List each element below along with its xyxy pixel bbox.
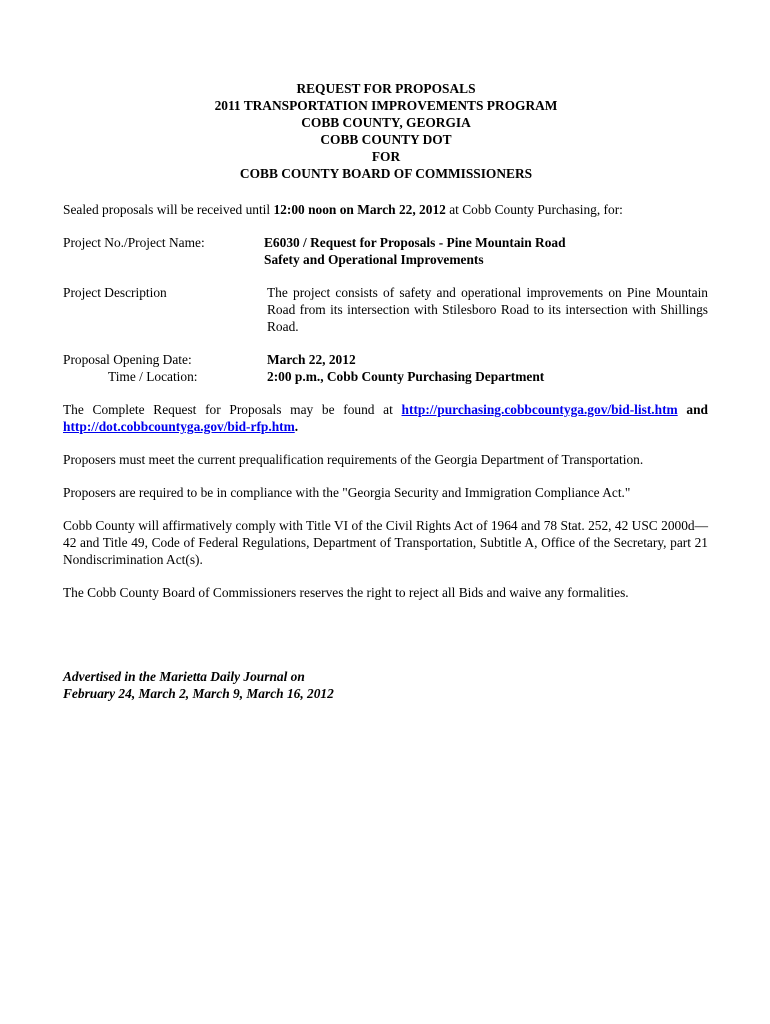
project-name-line2: Safety and Operational Improvements xyxy=(264,252,484,267)
reserve-rights-paragraph: The Cobb County Board of Commissioners reserves the right to reject all Bids and waive any formalities. xyxy=(63,585,629,600)
header-line-rfp: REQUEST FOR PROPOSALS xyxy=(296,81,476,96)
rfp-links-period: . xyxy=(294,419,299,434)
intro-prefix: Sealed proposals will be received until xyxy=(63,202,274,217)
advertised-notice xyxy=(63,668,708,702)
rfp-links-and: and xyxy=(677,402,708,417)
rfp-links-prefix: The Complete Request for Proposals may be found at xyxy=(63,402,402,417)
civil-rights-paragraph: Cobb County will affirmatively comply with Title VI of the Civil Rights Act of 1964 and 78 Stat. 252, 42 USC 2000d—42 and Title 49, Code of Federal Regulations, Department of Transportation, Subtitle A, Office of the Secretary, part 21 Nondiscrimination Act(s). xyxy=(63,518,708,567)
time-location-row xyxy=(63,368,708,385)
header-line-dot: COBB COUNTY DOT xyxy=(320,132,452,147)
prequalification-paragraph: Proposers must meet the current prequalification requirements of the Georgia Department of Transportation. xyxy=(63,452,644,467)
header-line-program: 2011 TRANSPORTATION IMPROVEMENTS PROGRAM xyxy=(214,98,558,113)
advertised-line1: Advertised in the Marietta Daily Journal on xyxy=(63,669,305,684)
advertised-line2: February 24, March 2, March 9, March 16, 2012 xyxy=(63,686,334,701)
compliance-paragraph: Proposers are required to be in compliance with the "Georgia Security and Immigration Compliance Act." xyxy=(63,485,631,500)
document-header xyxy=(64,80,708,182)
header-line-for: FOR xyxy=(371,149,401,164)
intro-suffix: at Cobb County Purchasing, for: xyxy=(445,202,623,217)
project-description-label: Project Description xyxy=(63,285,167,300)
rfp-links-paragraph xyxy=(63,401,708,435)
document-page xyxy=(63,80,708,702)
project-description-row xyxy=(63,284,708,335)
opening-date-label: Proposal Opening Date: xyxy=(63,352,192,367)
header-line-board: COBB COUNTY BOARD OF COMMISSIONERS xyxy=(239,166,533,181)
intro-deadline: 12:00 noon on March 22, 2012 xyxy=(273,202,446,217)
dot-bid-rfp-link[interactable]: http://dot.cobbcountyga.gov/bid-rfp.htm xyxy=(63,419,295,434)
opening-date-row xyxy=(63,351,708,368)
project-name-label: Project No./Project Name: xyxy=(63,235,205,250)
purchasing-bid-list-link[interactable]: http://purchasing.cobbcountyga.gov/bid-list.htm xyxy=(401,402,678,417)
time-location-label: Time / Location: xyxy=(108,369,198,384)
project-name-value xyxy=(264,234,708,268)
opening-date-value: March 22, 2012 xyxy=(267,352,356,367)
intro-paragraph xyxy=(63,201,708,218)
project-name-row xyxy=(63,234,708,268)
header-line-county: COBB COUNTY, GEORGIA xyxy=(301,115,471,130)
project-name-line1: E6030 / Request for Proposals - Pine Mountain Road xyxy=(264,235,566,250)
time-location-value: 2:00 p.m., Cobb County Purchasing Department xyxy=(267,369,545,384)
project-description-value: The project consists of safety and operational improvements on Pine Mountain Road from its intersection with Stilesboro Road to its intersection with Shillings Road. xyxy=(267,285,708,334)
